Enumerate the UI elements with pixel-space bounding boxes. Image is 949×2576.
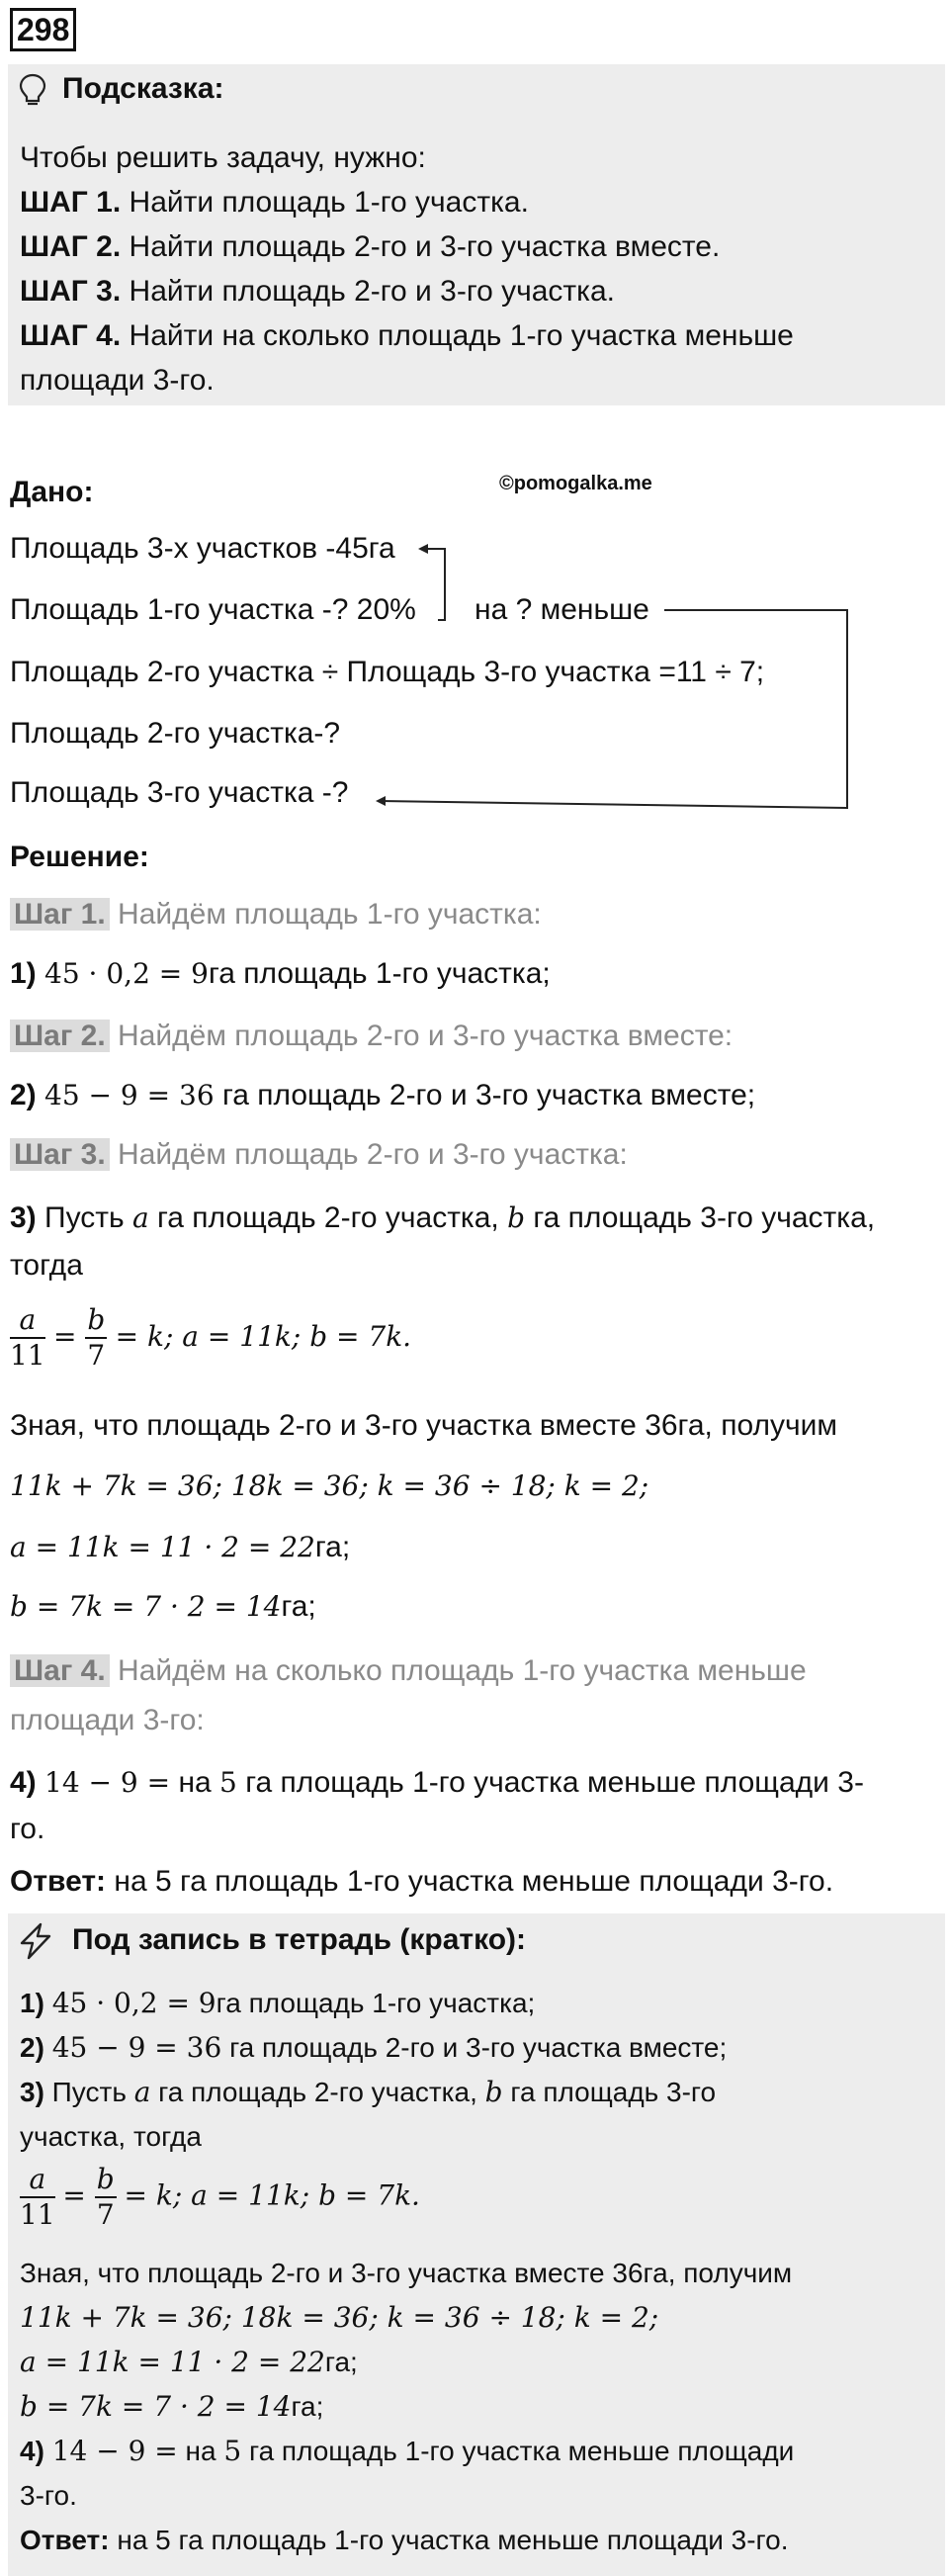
- notebook-fraction-a-11: $\frac{a}{11}$: [20, 2163, 55, 2231]
- notebook-line-3: 3) Пусть a га площадь 2-го участка, b га площадь 3-го: [20, 2076, 717, 2108]
- hint-step-3: ШАГ 3. Найти площадь 2-го и 3-го участка.: [20, 275, 615, 308]
- solution-line-2: 2) 45 − 9 = 36 га площадь 2-го и 3-го участка вместе;: [10, 1079, 756, 1111]
- solution-line-3-cont: тогда: [10, 1249, 83, 1282]
- notebook-line-2: 2) 45 − 9 = 36 га площадь 2-го и 3-го участка вместе;: [20, 2031, 728, 2064]
- notebook-fraction-b-7: $\frac{b}{7}$: [96, 2163, 115, 2231]
- given-line-3: Площадь 2-го участка ÷ Площадь 3-го участка =11 ÷ 7;: [10, 656, 765, 688]
- fraction-a-11: $\frac{a}{11}$: [10, 1303, 45, 1372]
- solution-step-2-heading: Шаг 2. Найдём площадь 2-го и 3-го участка вместе:: [10, 1017, 733, 1056]
- notebook-box: [8, 1913, 945, 2576]
- solution-knowing: Зная, что площадь 2-го и 3-го участка вместе 36га, получим: [10, 1409, 837, 1442]
- notebook-title: Под запись в тетрадь (кратко):: [72, 1923, 527, 1956]
- given-line-1: Площадь 3-х участков -45га: [10, 532, 395, 565]
- given-line-2: Площадь 1-го участка -? 20%: [10, 593, 416, 626]
- notebook-eq-2: a = 11k = 11 · 2 = 22га;: [20, 2346, 358, 2378]
- notebook-line-3-cont: участка, тогда: [20, 2121, 202, 2152]
- solution-eq-1: 11k + 7k = 36; 18k = 36; k = 36 ÷ 18; k = 2;: [10, 1469, 649, 1502]
- solution-eq-2: a = 11k = 11 · 2 = 22га;: [10, 1531, 351, 1563]
- solution-step-4-heading: Шаг 4. Найдём на сколько площадь 1-го участка меньше: [10, 1651, 807, 1691]
- solution-answer: Ответ: на 5 га площадь 1-го участка меньше площади 3-го.: [10, 1865, 834, 1898]
- hint-title: Подсказка:: [62, 72, 224, 105]
- solution-line-4-cont: го.: [10, 1813, 45, 1845]
- solution-fraction-line: $\frac{a}{11}$ = $\frac{b}{7}$ = k; a = 11k; b = 7k.: [10, 1303, 412, 1372]
- notebook-line-4: 4) 14 − 9 = на 5 га площадь 1-го участка меньше площади: [20, 2435, 795, 2467]
- given-arrows: [0, 0, 949, 831]
- given-line-5: Площадь 3-го участка -?: [10, 776, 349, 809]
- given-title: Дано:: [10, 476, 94, 508]
- hint-step-1: ШАГ 1. Найти площадь 1-го участка.: [20, 186, 529, 219]
- fraction-b-7: $\frac{b}{7}$: [87, 1303, 106, 1372]
- notebook-line-4-cont: 3-го.: [20, 2480, 77, 2511]
- lightning-icon: [16, 1921, 55, 1961]
- solution-line-4: 4) 14 − 9 = на 5 га площадь 1-го участка меньше площади 3-: [10, 1766, 864, 1799]
- notebook-eq-3: b = 7k = 7 · 2 = 14га;: [20, 2390, 324, 2423]
- solution-line-1: 1) 45 · 0,2 = 9га площадь 1-го участка;: [10, 957, 551, 990]
- notebook-answer: Ответ: на 5 га площадь 1-го участка меньше площади 3-го.: [20, 2525, 789, 2555]
- notebook-knowing: Зная, что площадь 2-го и 3-го участка вместе 36га, получим: [20, 2258, 793, 2288]
- hint-step-4: ШАГ 4. Найти на сколько площадь 1-го участка меньше: [20, 319, 794, 352]
- watermark: ©pomogalka.me: [499, 473, 652, 494]
- solution-line-3: 3) Пусть a га площадь 2-го участка, b га площадь 3-го участка,: [10, 1201, 876, 1234]
- problem-number: 298: [10, 8, 76, 51]
- notebook-eq-1: 11k + 7k = 36; 18k = 36; k = 36 ÷ 18; k = 2;: [20, 2301, 659, 2334]
- hint-step-4-cont: площади 3-го.: [20, 364, 215, 397]
- solution-step-1-heading: Шаг 1. Найдём площадь 1-го участка:: [10, 895, 542, 934]
- solution-step-3-heading: Шаг 3. Найдём площадь 2-го и 3-го участка:: [10, 1135, 628, 1175]
- solution-eq-3: b = 7k = 7 · 2 = 14га;: [10, 1590, 316, 1623]
- given-line-4: Площадь 2-го участка-?: [10, 717, 341, 750]
- solution-step-4-cont: площади 3-го:: [10, 1704, 205, 1736]
- hint-step-2: ШАГ 2. Найти площадь 2-го и 3-го участка вместе.: [20, 230, 721, 263]
- notebook-fraction-line: $\frac{a}{11}$ = $\frac{b}{7}$ = k; a = 11k; b = 7k.: [20, 2163, 420, 2231]
- hint-intro: Чтобы решить задачу, нужно:: [20, 141, 426, 174]
- given-less-note: на ? меньше: [474, 593, 649, 626]
- notebook-line-1: 1) 45 · 0,2 = 9га площадь 1-го участка;: [20, 1987, 536, 2019]
- solution-title: Решение:: [10, 841, 149, 873]
